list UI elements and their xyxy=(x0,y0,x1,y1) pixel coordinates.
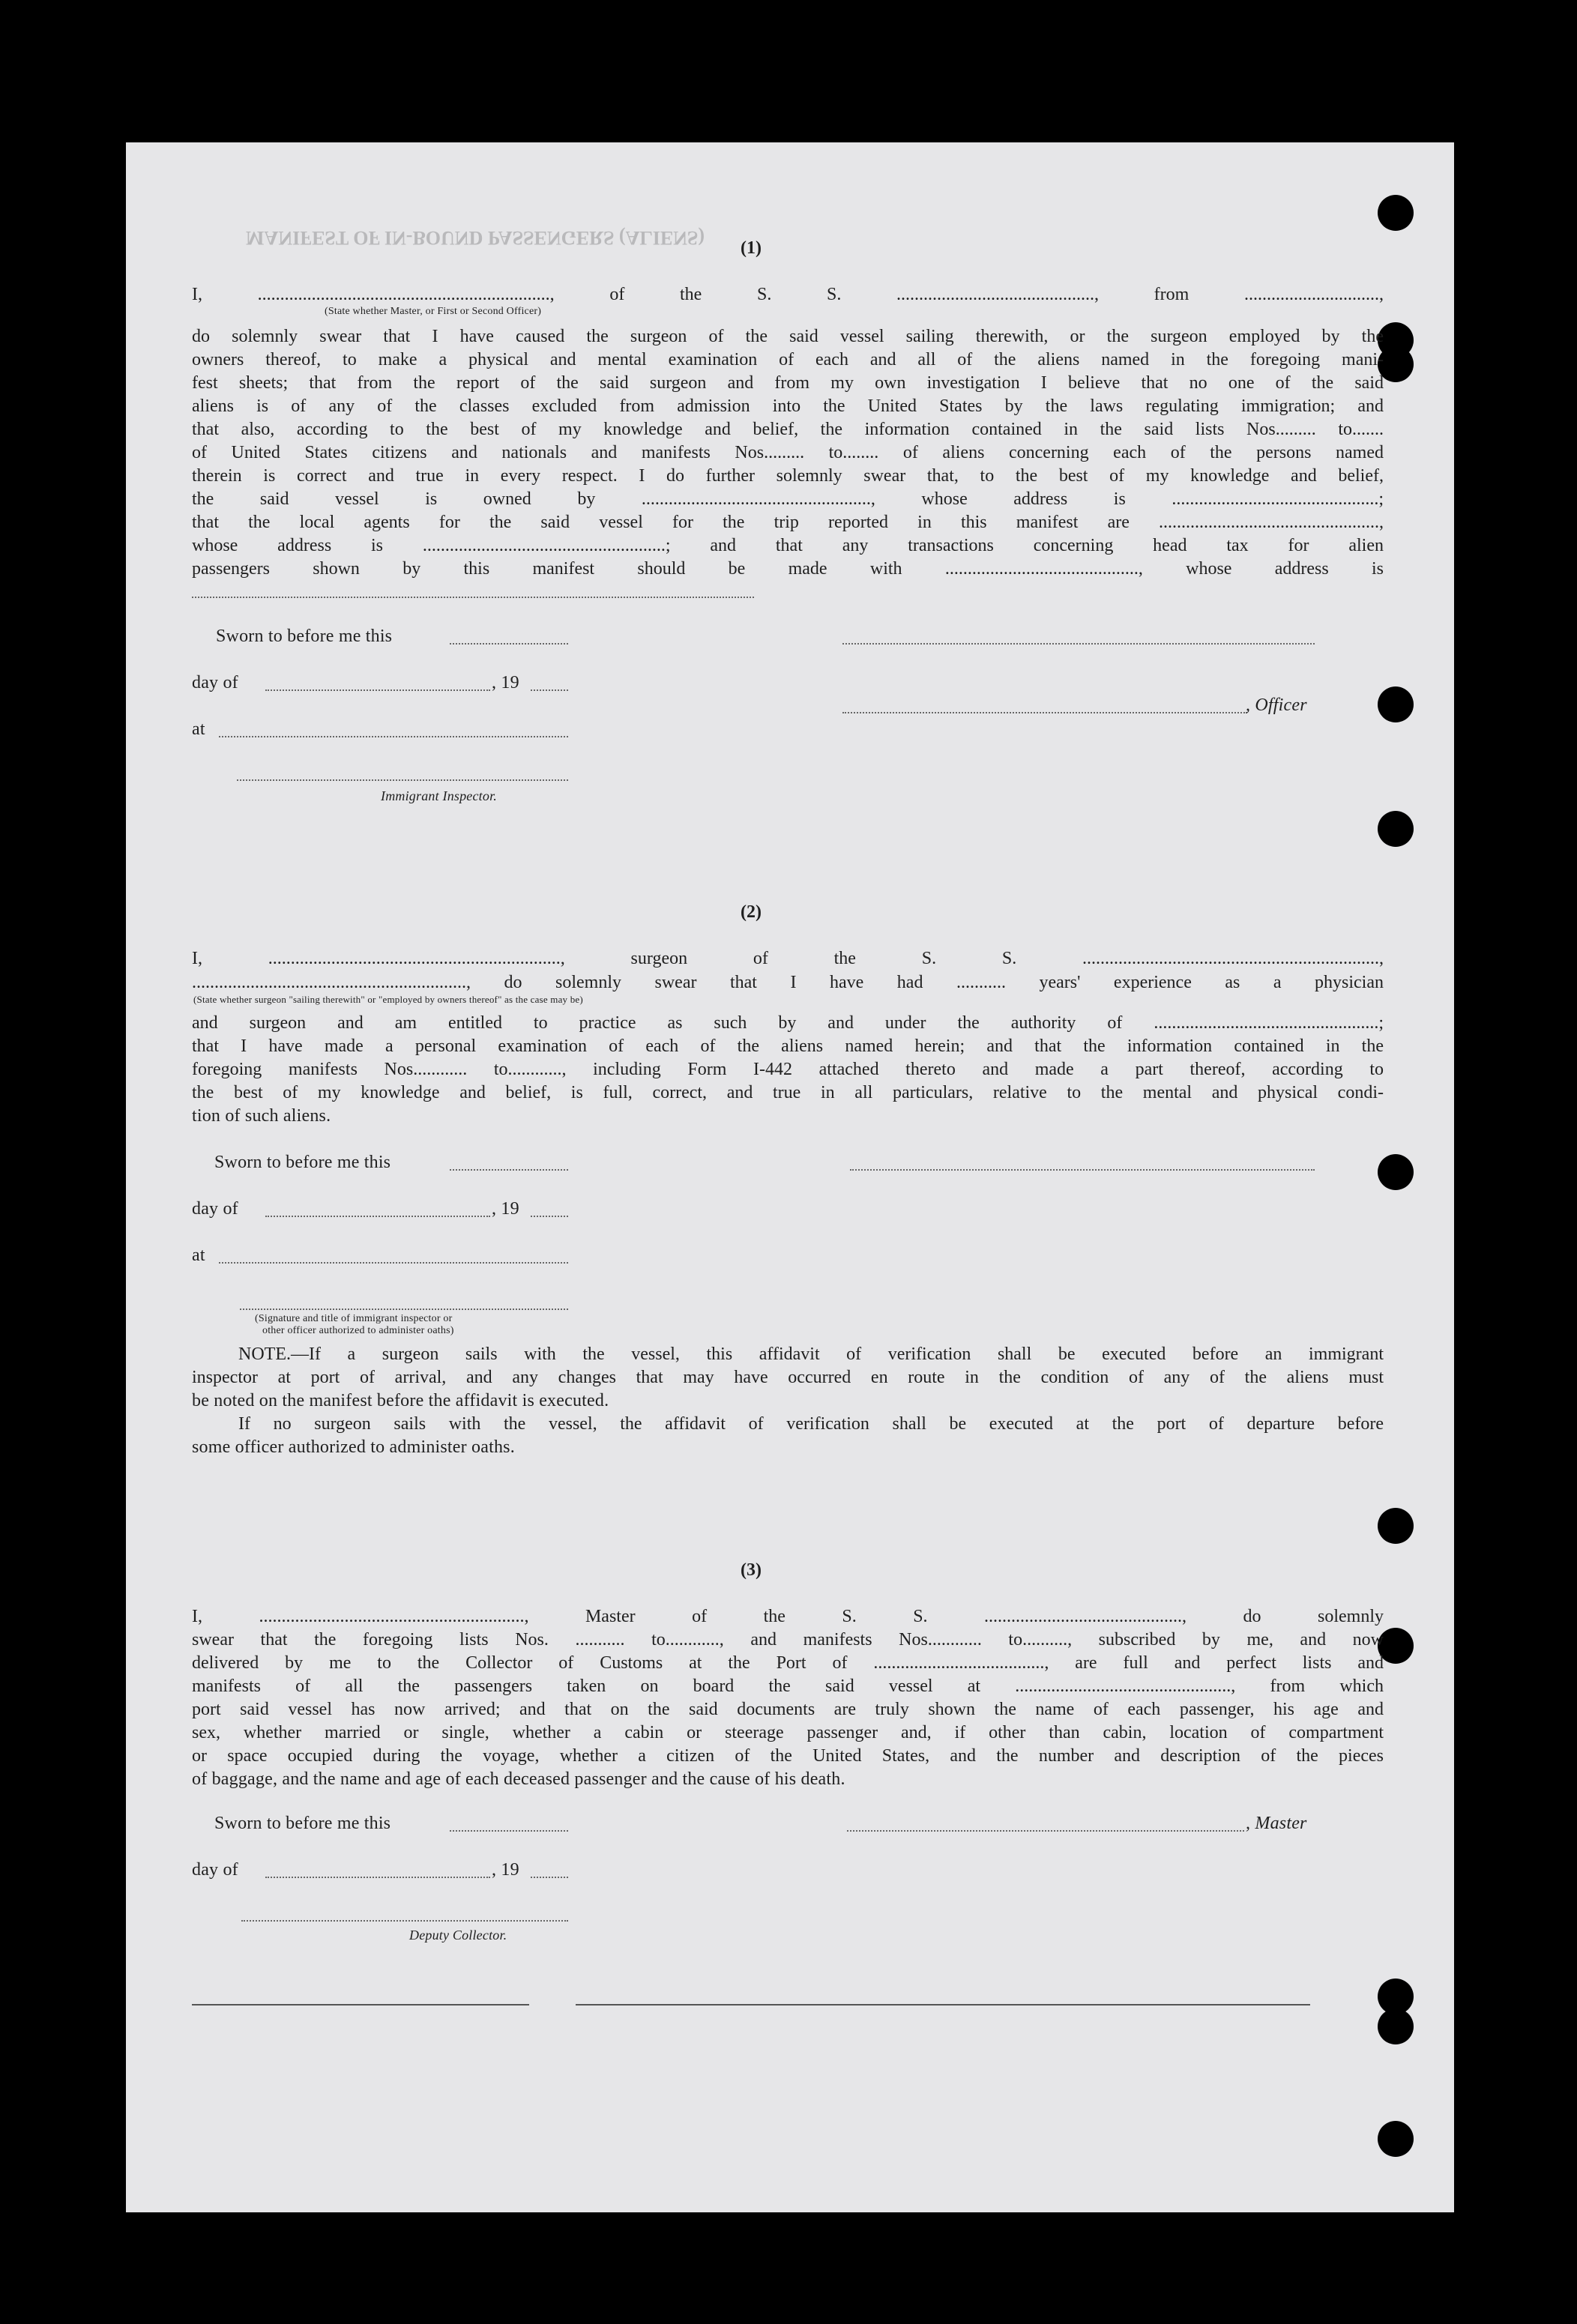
place-field[interactable] xyxy=(219,1262,568,1264)
year-field[interactable] xyxy=(531,689,568,691)
date-field[interactable] xyxy=(450,1169,568,1171)
inspector-label: Immigrant Inspector. xyxy=(381,788,497,803)
signature-note: (Signature and title of immigrant inspector or xyxy=(255,1313,453,1324)
surgeon-signature-line[interactable] xyxy=(850,1169,1315,1171)
collector-label: Deputy Collector. xyxy=(409,1928,507,1943)
day-field[interactable] xyxy=(265,689,490,691)
punch-hole xyxy=(1378,686,1414,722)
section2-line: ............................................................., do solemnly swear that I have had ........... years' experience as a physician xyxy=(192,973,1384,992)
section3-line: swear that the foregoing lists Nos. ........... to............, and manifests Nos............ to.........., subscribed by me, and now xyxy=(192,1630,1384,1650)
section1-name-note: (State whether Master, or First or Second Officer) xyxy=(325,306,542,317)
bleed-through-title: MANIFEST OF IN-BOUND PASSENGERS (ALIENS) xyxy=(246,227,705,249)
punch-hole xyxy=(1378,2121,1414,2157)
section1-line: owners thereof, to make a physical and mental examination of each and all of the aliens named in the foregoing mani- xyxy=(192,350,1384,369)
section2-heading: (2) xyxy=(741,902,762,922)
note-line: some officer authorized to administer oaths. xyxy=(192,1437,515,1457)
section1-line: of United States citizens and nationals and manifests Nos......... to........ of aliens concerning each of the persons named xyxy=(192,443,1384,462)
at-label: at xyxy=(192,719,205,739)
section1-heading: (1) xyxy=(741,238,762,258)
section1-line: that the local agents for the said vessel for the trip reported in this manifest are ................................................., xyxy=(192,513,1384,532)
section1-line: the said vessel is owned by ..................................................., whose address is ..............................................; xyxy=(192,489,1384,509)
manifest-page xyxy=(126,142,1454,2212)
note-line: inspector at port of arrival, and any changes that may have occurred en route in the condition of any of the aliens must xyxy=(192,1368,1384,1387)
section2-line: and surgeon and am entitled to practice as such by and under the authority of ..................................................; xyxy=(192,1013,1384,1033)
section3-line: of baggage, and the name and age of each deceased passenger and the cause of his death. xyxy=(192,1769,845,1789)
section1-line: therein is correct and true in every respect. I do further solemnly swear that, to the best of my knowledge and belief, xyxy=(192,466,1384,486)
section1-line: aliens is of any of the classes excluded from admission into the United States by the laws regulating immigration; and xyxy=(192,396,1384,416)
officer-label: , Officer xyxy=(1246,695,1307,715)
section1-line: whose address is ......................................................; and that any transactions concerning head tax for alien xyxy=(192,536,1384,555)
section1-line: do solemnly swear that I have caused the surgeon of the said vessel sailing therewith, or the surgeon employed by the xyxy=(192,327,1384,346)
sworn-label: Sworn to before me this xyxy=(214,1814,391,1833)
section1-line: fest sheets; that from the report of the said surgeon and from my own investigation I believe that no one of the said xyxy=(192,373,1384,393)
place-field[interactable] xyxy=(219,736,568,737)
punch-hole xyxy=(1378,811,1414,847)
section1-line: I, ................................................................., of the S. S. ............................................, from .............................., xyxy=(192,285,1384,304)
section2-line: that I have made a personal examination of each of the aliens named herein; and that the information contained in the xyxy=(192,1036,1384,1056)
bottom-rule xyxy=(192,2004,529,2005)
year-field[interactable] xyxy=(531,1216,568,1217)
section3-line: manifests of all the passengers taken on board the said vessel at ................................................, from which xyxy=(192,1676,1384,1696)
day-of-label: day of xyxy=(192,1860,238,1880)
officer-signature-line[interactable] xyxy=(240,1309,568,1310)
date-field[interactable] xyxy=(450,1830,568,1832)
section2-line: the best of my knowledge and belief, is full, correct, and true in all particulars, relative to the mental and physical condi- xyxy=(192,1083,1384,1102)
year-field[interactable] xyxy=(531,1877,568,1878)
section1-line: that also, according to the best of my knowledge and belief, the information contained in the said lists Nos......... to....... xyxy=(192,420,1384,439)
section2-surgeon-note: (State whether surgeon "sailing therewith" or "employed by owners thereof" as the case may be) xyxy=(193,994,583,1005)
master-label: , Master xyxy=(1246,1814,1307,1833)
section3-heading: (3) xyxy=(741,1560,762,1580)
signature-line xyxy=(192,597,754,598)
section1-line: passengers shown by this manifest should be made with ..........................................., whose address is xyxy=(192,559,1384,579)
note-line: If no surgeon sails with the vessel, the affidavit of verification shall be executed at the port of departure before xyxy=(238,1414,1384,1434)
officer-signature-line[interactable] xyxy=(842,643,1315,645)
punch-hole xyxy=(1378,195,1414,231)
inspector-signature-line[interactable] xyxy=(237,779,568,781)
punch-hole xyxy=(1378,2008,1414,2044)
date-field[interactable] xyxy=(450,643,568,645)
section2-line: foregoing manifests Nos............ to............, including Form I-442 attached thereto and made a part thereof, according to xyxy=(192,1060,1384,1079)
note-line: NOTE.—If a surgeon sails with the vessel, this affidavit of verification shall be executed before an immigrant xyxy=(238,1344,1384,1364)
year-label: , 19 xyxy=(492,1860,519,1880)
section3-line: sex, whether married or single, whether a cabin or steerage passenger and, if other than cabin, location of compartment xyxy=(192,1723,1384,1742)
note-line: be noted on the manifest before the affidavit is executed. xyxy=(192,1391,609,1410)
day-field[interactable] xyxy=(265,1216,490,1217)
day-of-label: day of xyxy=(192,673,238,692)
year-label: , 19 xyxy=(492,673,519,692)
bottom-rule xyxy=(576,2004,1310,2005)
at-label: at xyxy=(192,1246,205,1265)
section3-line: I, ..........................................................., Master of the S. S. ............................................, do solemnly xyxy=(192,1607,1384,1626)
collector-signature-line[interactable] xyxy=(241,1920,568,1922)
master-signature-line[interactable] xyxy=(847,1830,1244,1832)
sworn-label: Sworn to before me this xyxy=(214,1153,391,1172)
punch-hole xyxy=(1378,1154,1414,1190)
section3-line: port said vessel has now arrived; and that on the said documents are truly shown the name of each passenger, his age and xyxy=(192,1700,1384,1719)
day-field[interactable] xyxy=(265,1877,490,1878)
section3-line: or space occupied during the voyage, whether a citizen of the United States, and the number and description of the pieces xyxy=(192,1746,1384,1766)
day-of-label: day of xyxy=(192,1199,238,1219)
signature-note: other officer authorized to administer oaths) xyxy=(262,1325,454,1336)
section2-line: I, ................................................................., surgeon of the S. S. .................................................................., xyxy=(192,949,1384,968)
sworn-label: Sworn to before me this xyxy=(216,627,393,646)
year-label: , 19 xyxy=(492,1199,519,1219)
section2-line: tion of such aliens. xyxy=(192,1106,331,1126)
punch-hole xyxy=(1378,1508,1414,1544)
section3-line: delivered by me to the Collector of Customs at the Port of ......................................, are full and perfect lists and xyxy=(192,1653,1384,1673)
officer-signature-line-2[interactable] xyxy=(842,712,1247,713)
